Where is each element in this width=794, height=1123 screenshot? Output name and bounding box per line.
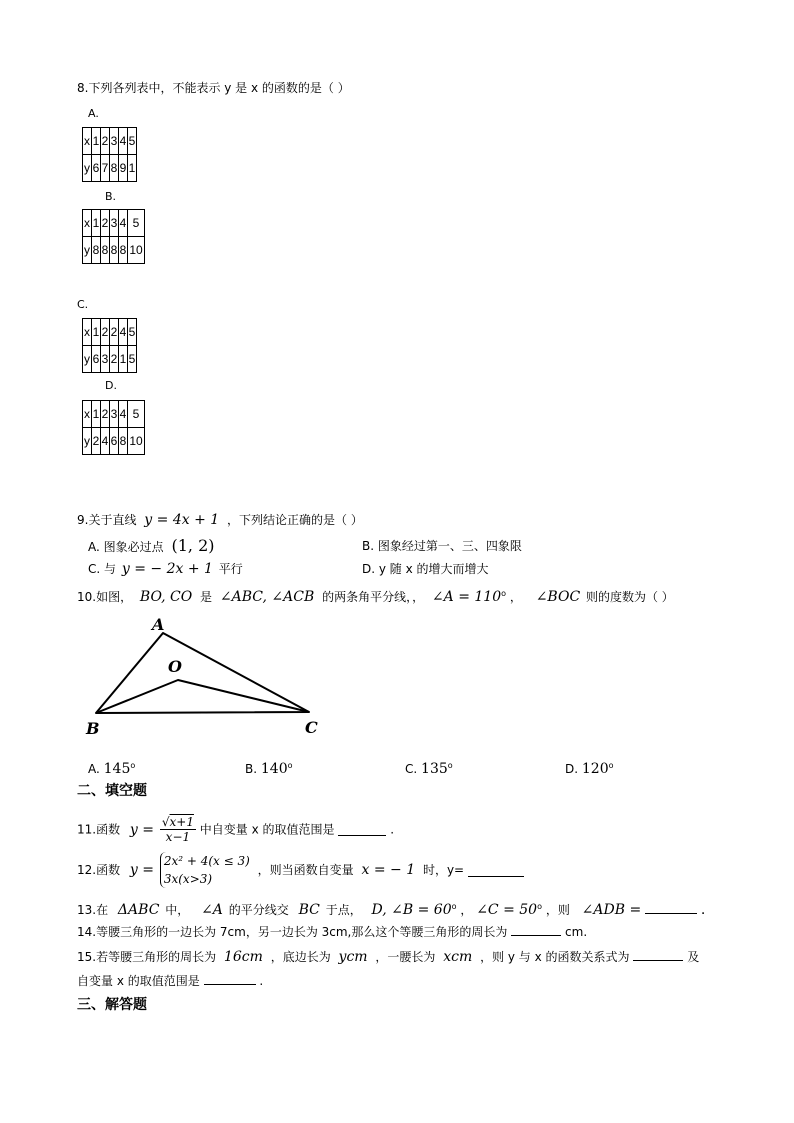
q11: 11.函数 y = $\frac{√x+1}{x-1}$ 中自变量 x 的取值范围是 .	[77, 815, 395, 844]
table-row: y 2 4 6 8 10	[83, 428, 145, 455]
q15-line2: 自变量 x 的取值范围是 .	[77, 974, 264, 988]
point-label-o: O	[168, 657, 182, 676]
table-row: y 6 7 8 9 1	[83, 155, 137, 182]
table-row: x 1 2 3 4 5	[83, 401, 145, 428]
point-label-a: A	[152, 615, 165, 634]
point-label-c: C	[305, 718, 318, 737]
table-row: x 1 2 3 4 5	[83, 128, 137, 155]
q8-table-b	[82, 209, 145, 264]
q8-table-d	[82, 400, 145, 455]
q8-table-c	[82, 318, 137, 373]
q9-option-b: B. 图象经过第一、三、四象限	[362, 539, 522, 553]
triangle-lines	[96, 633, 309, 713]
q11-fraction: $\frac{√x+1}{x-1}$	[161, 815, 194, 844]
q10-option-a: A. 145$^o$	[88, 761, 136, 777]
q9-stem: 9.关于直线 y = 4x + 1 ，下列结论正确的是（ ）	[77, 512, 363, 528]
q9-option-d: D. y 随 x 的增大而增大	[362, 562, 489, 576]
q9-formula: y = 4x + 1	[144, 512, 220, 528]
q12-piecewise: 2x² + 4(x ≤ 3) 3x(x>3)	[160, 852, 250, 888]
q8-option-b-label: B.	[105, 190, 117, 203]
q14-answer-blank[interactable]	[511, 923, 561, 936]
q9-option-a: A. 图象必过点 (1, 2)	[88, 536, 215, 555]
point-label-b: B	[86, 719, 100, 738]
q8-option-d-label: D.	[105, 379, 117, 392]
q11-answer-blank[interactable]	[338, 823, 386, 836]
q8-option-a-label: A.	[88, 107, 99, 120]
q10-option-d: D. 120$^o$	[565, 761, 614, 777]
q8-table-a	[82, 127, 137, 182]
q15: 15.若等腰三角形的周长为 16cm ，底边长为 ycm ，一腰长为 xcm ，则 y 与 x 的函数关系式为 及	[77, 949, 700, 965]
q8-stem: 8.下列各列表中，不能表示 y 是 x 的函数的是（ ）	[77, 81, 350, 95]
q13-answer-blank[interactable]	[645, 901, 697, 914]
q12-answer-blank[interactable]	[468, 864, 524, 877]
table-row: y 8 8 8 8 10	[83, 237, 145, 264]
q10-stem: 10.如图， BO, CO 是 ∠ABC, ∠ACB 的两条角平分线，， ∠A = $110^o$ ， ∠BOC 则的度数为（ ）	[77, 589, 674, 605]
q8-option-c-label: C.	[77, 298, 89, 311]
q9-option-c: C. 与 y = − 2x + 1 平行	[88, 561, 243, 577]
q10-option-c: C. 135$^o$	[405, 761, 453, 777]
q13: 13.在 ΔABC 中， ∠A 的平分线交 BC 于点， D, ∠B = $60^o$ ， ∠C = $50^o$ ，则 ∠ADB = .	[77, 902, 706, 918]
q14: 14.等腰三角形的一边长为 7cm，另一边长为 3cm,那么这个等腰三角形的周长为 cm.	[77, 925, 588, 939]
q10-triangle-figure	[80, 608, 340, 744]
q15-answer-blank-1[interactable]	[633, 948, 683, 961]
table-row: y 6 3 2 1 5	[83, 346, 137, 373]
table-row: x 1 2 3 4 5	[83, 210, 145, 237]
section-title-fill-in: 二、填空题	[77, 783, 147, 799]
q15-answer-blank-2[interactable]	[204, 972, 256, 985]
q10-option-b: B. 140$^o$	[245, 761, 293, 777]
section-title-solve: 三、解答题	[77, 997, 147, 1013]
table-row: x 1 2 2 4 5	[83, 319, 137, 346]
q12: 12.函数 y = 2x² + 4(x ≤ 3) 3x(x>3) ，则当函数自变量 x = − 1 时，y=	[77, 852, 524, 892]
